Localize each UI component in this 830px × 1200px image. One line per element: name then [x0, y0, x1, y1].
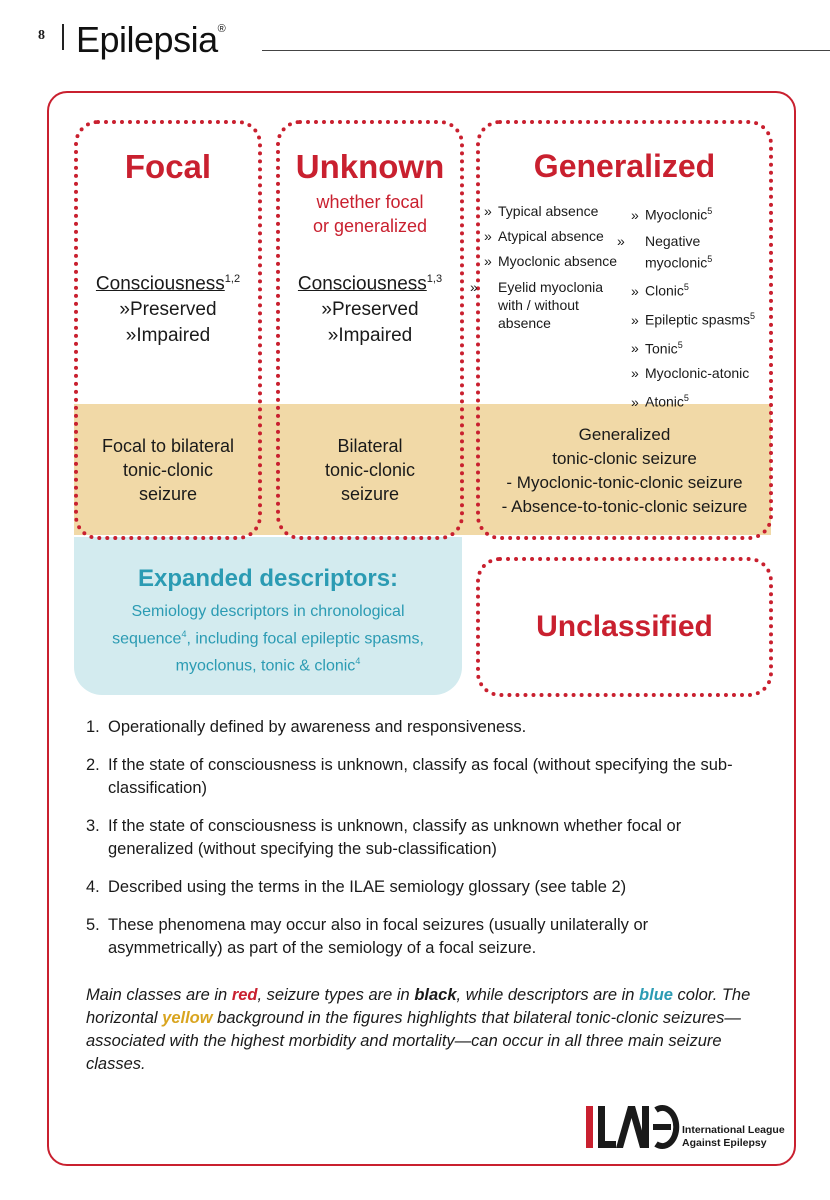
- item-text: Tonic: [645, 340, 678, 357]
- text-line: , including focal epileptic spasms,: [186, 630, 424, 648]
- text-line: or generalized: [312, 216, 428, 236]
- figure-caption: [86, 984, 776, 1076]
- logo-line: Against Epilepsy: [682, 1137, 767, 1149]
- item-text: Eyelid myoclonia with / without absence: [498, 279, 604, 331]
- list-item: » Myoclonic$^5$: [631, 206, 713, 223]
- footnote-item: [86, 914, 766, 960]
- footnote-number: 1.: [86, 718, 100, 736]
- list-item: » Clonic$^5$: [631, 282, 689, 299]
- item-text: Atonic: [645, 393, 684, 410]
- text-line: - Myoclonic-tonic-clonic seizure: [506, 473, 743, 492]
- generalized-list-right: [617, 199, 771, 415]
- caption-text: Main classes are in: [86, 986, 232, 1004]
- ilae-logo-text: [682, 1124, 785, 1150]
- focal-consciousness: [74, 266, 262, 349]
- caption-text: , while descriptors are in: [456, 986, 640, 1004]
- footnote-item: [86, 716, 766, 739]
- text-line: sequence: [112, 630, 182, 648]
- focal-bilateral-text: [74, 434, 262, 506]
- footnote-item: [86, 754, 766, 800]
- list-item: » Myoclonic-atonic: [631, 365, 750, 382]
- footnote-ref: 5: [683, 393, 689, 404]
- footnote-ref: 5: [677, 339, 683, 350]
- list-item: » Atonic$^5$: [631, 393, 689, 410]
- unclassified-title: Unclassified: [536, 610, 713, 643]
- item-text: Atypical absence: [498, 228, 604, 244]
- footnote-item: [86, 876, 766, 899]
- list-item: » Myoclonic absence: [484, 253, 618, 269]
- focal-title: Focal: [124, 148, 212, 185]
- list-item: » Atypical absence: [484, 228, 604, 244]
- journal-title: [76, 19, 226, 60]
- header-divider: [62, 24, 64, 50]
- text-line: Focal to bilateral: [101, 436, 235, 456]
- unknown-title: Unknown: [295, 148, 445, 185]
- consciousness-label: Consciousness: [95, 273, 225, 295]
- caption-black-word: black: [414, 986, 457, 1004]
- item-text: Epileptic spasms: [645, 311, 751, 328]
- text-line: tonic-clonic: [122, 460, 214, 480]
- logo-line: International League: [682, 1124, 785, 1136]
- text-line: - Absence-to-tonic-clonic seizure: [501, 497, 748, 516]
- footnote-ref: 5: [707, 206, 713, 216]
- footnote-text: If the state of consciousness is unknown, classify as unknown whether focal or generalized (without specifying the sub-classification): [108, 817, 682, 858]
- impaired-label: »Impaired: [125, 325, 211, 347]
- footnote-text: Operationally defined by awareness and responsiveness.: [108, 718, 527, 736]
- journal-name: Epilepsia: [76, 19, 218, 60]
- item-text: Myoclonic: [645, 206, 708, 223]
- text-line: whether focal: [316, 192, 424, 212]
- preserved-label: »Preserved: [119, 299, 217, 321]
- caption-text: color. The horizontal: [86, 986, 751, 1027]
- footnote-text: These phenomena may occur also in focal seizures (usually unilaterally or asymmetrically) as part of the semiology of a focal seizure.: [108, 916, 649, 957]
- footnote-number: 5.: [86, 916, 100, 934]
- registered-mark: ®: [217, 23, 226, 35]
- page-number: 8: [38, 28, 45, 43]
- caption-text: background in the figures highlights that bilateral tonic-clonic seizures—associated with the highest morbidity and mortality—can occur in all three main seizure classes.: [86, 1009, 741, 1073]
- list-item: » Epileptic spasms$^5$: [631, 310, 756, 328]
- text-line: tonic-clonic: [324, 460, 416, 480]
- list-item: » Typical absence: [484, 203, 599, 219]
- unknown-consciousness: [276, 266, 464, 349]
- list-item: » Tonic$^5$: [631, 339, 683, 357]
- caption-blue-word: blue: [639, 986, 673, 1004]
- generalized-list-left: [470, 199, 624, 332]
- text-line: myoclonus, tonic & clonic: [175, 657, 356, 675]
- ilae-logo: [584, 1100, 684, 1152]
- caption-red-word: red: [231, 986, 258, 1004]
- text-line: tonic-clonic seizure: [552, 449, 697, 468]
- footnote-ref: 5: [750, 310, 756, 321]
- footnote-text: Described using the terms in the ILAE semiology glossary (see table 2): [108, 878, 627, 896]
- list-item: » Negative myoclonic$^5$: [617, 232, 713, 271]
- text-line: Generalized: [578, 425, 671, 444]
- unknown-bilateral-text: [276, 434, 464, 506]
- text-line: seizure: [340, 484, 400, 504]
- footnote-number: 2.: [86, 756, 100, 774]
- text-line: Semiology descriptors in chronological: [131, 603, 405, 620]
- expanded-descriptors-title: Expanded descriptors:: [137, 565, 399, 592]
- expanded-descriptors-body: [74, 600, 462, 678]
- footnote-number: 3.: [86, 817, 100, 835]
- footnote-ref: 1,3: [426, 273, 443, 285]
- footnote-ref: 1,2: [224, 273, 241, 285]
- item-text: Typical absence: [498, 203, 599, 219]
- caption-yellow-word: yellow: [162, 1009, 213, 1027]
- generalized-bilateral-text: [476, 423, 773, 519]
- generalized-title: Generalized: [533, 148, 716, 184]
- consciousness-label: Consciousness: [297, 273, 427, 295]
- preserved-label: »Preserved: [321, 299, 419, 321]
- unknown-subtitle: [276, 190, 464, 238]
- list-item: » Eyelid myoclonia with / without absence: [470, 279, 604, 331]
- item-text: Clonic: [645, 282, 684, 299]
- footnote-text: If the state of consciousness is unknown, classify as focal (without specifying the sub-classification): [108, 756, 733, 797]
- footnote-ref: 4: [181, 629, 187, 639]
- footnote-number: 4.: [86, 878, 100, 896]
- text-line: Bilateral: [337, 436, 403, 456]
- footnote-item: [86, 815, 766, 861]
- header-rule: [262, 50, 830, 51]
- caption-text: , seizure types are in: [257, 986, 415, 1004]
- item-text: Myoclonic absence: [498, 253, 618, 269]
- impaired-label: »Impaired: [327, 325, 413, 347]
- footnote-ref: 5: [683, 282, 689, 293]
- text-line: seizure: [138, 484, 198, 504]
- footnotes-list: [86, 716, 766, 975]
- item-text: Negative myoclonic: [645, 232, 708, 271]
- footnote-ref: 4: [355, 656, 361, 667]
- footnote-ref: 5: [707, 253, 713, 264]
- item-text: Myoclonic-atonic: [645, 365, 750, 382]
